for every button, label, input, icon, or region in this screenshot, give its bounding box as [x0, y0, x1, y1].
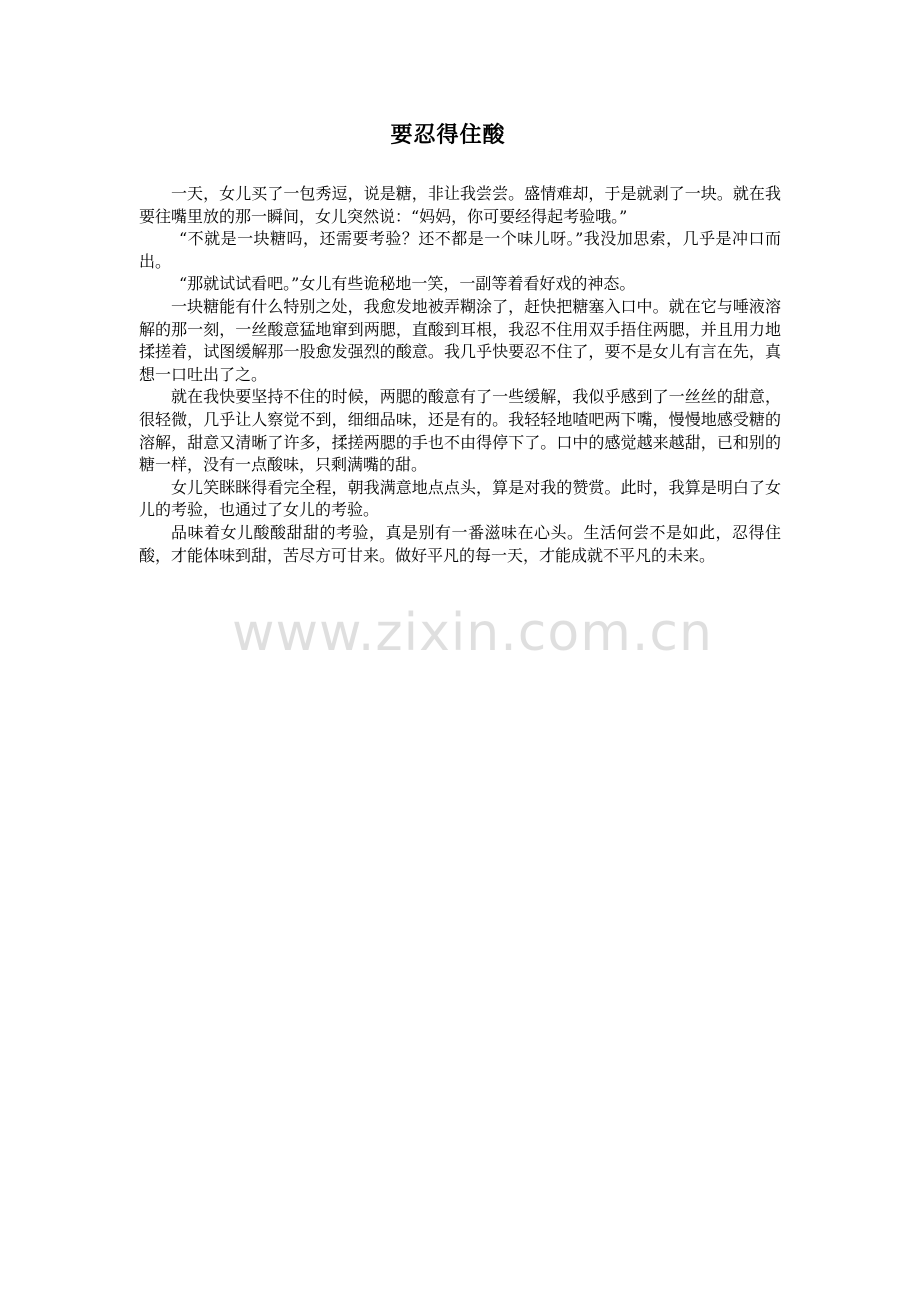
document-body	[139, 183, 781, 567]
paragraph-4: 一块糖能有什么特别之处，我愈发地被弄糊涂了，赶快把糖塞入口中。就在它与唾液溶解的那一刻，一丝酸意猛地窜到两腮，直酸到耳根，我忍不住用双手捂住两腮，并且用力地揉搓着，试图缓解那一股愈发强烈的酸意。我几乎快要忍不住了，要不是女儿有言在先，真想一口吐出了之。	[139, 296, 781, 384]
paragraph-3: “那就试试看吧。”女儿有些诡秘地一笑，一副等着看好戏的神态。	[179, 274, 636, 294]
paragraph-7: 品味着女儿酸酸甜甜的考验，真是别有一番滋味在心头。生活何尝不是如此，忍得住酸，才能体味到甜，苦尽方可甘来。做好平凡的每一天，才能成就不平凡的未来。	[139, 522, 781, 565]
paragraph-1: 一天，女儿买了一包秀逗，说是糖，非让我尝尝。盛情难却，于是就剥了一块。就在我要往嘴里放的那一瞬间，女儿突然说：“妈妈，你可要经得起考验哦。”	[139, 184, 781, 226]
paragraph-2: “不就是一块糖吗，还需要考验？还不都是一个味儿呀。”我没加思索，几乎是冲口而出。	[139, 229, 781, 271]
watermark: www.zixin.com.cn	[232, 603, 713, 663]
paragraph-6: 女儿笑眯眯得看完全程，朝我满意地点点头，算是对我的赞赏。此时，我算是明白了女儿的考验，也通过了女儿的考验。	[139, 477, 781, 520]
document-title: 要忍得住酸	[390, 123, 506, 148]
paragraph-5: 就在我快要坚持不住的时候，两腮的酸意有了一些缓解，我似乎感到了一丝丝的甜意，很轻微，几乎让人察觉不到，细细品味，还是有的。我轻轻地喳吧两下嘴，慢慢地感受糖的溶解，甜意又清晰了许多，揉搓两腮的手也不由得停下了。口中的感觉越来越甜，已和别的糖一样，没有一点酸味，只剩满嘴的甜。	[139, 387, 781, 475]
